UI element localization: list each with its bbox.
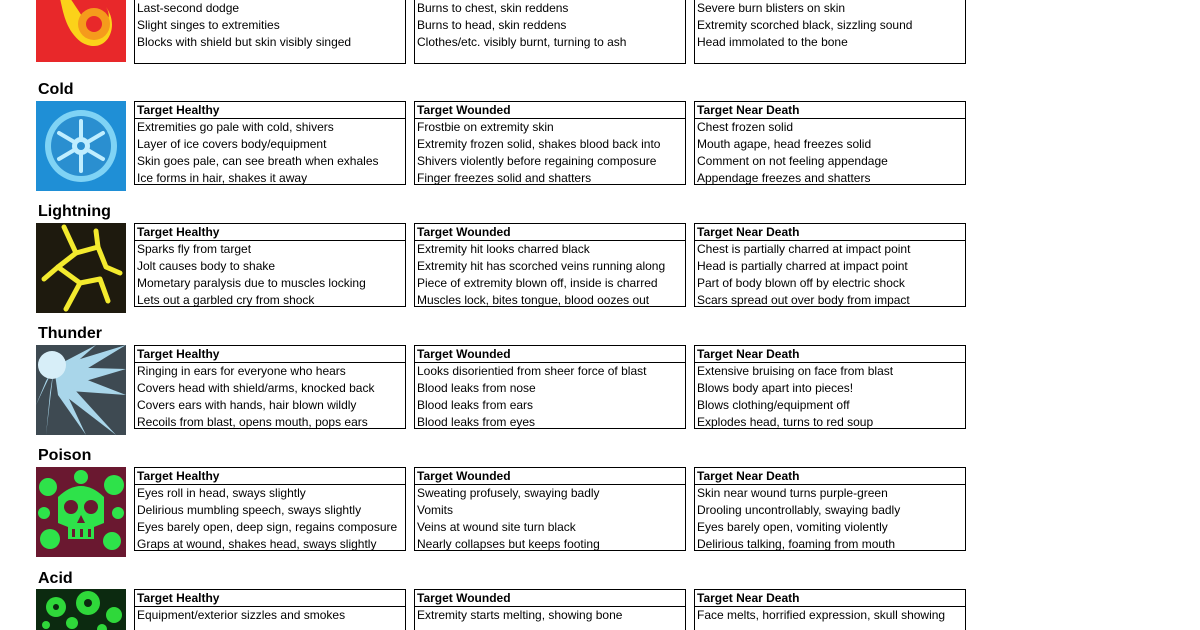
table-row: Slight singes to extremities [137,18,280,32]
column-header: Target Wounded [415,590,685,607]
column-header: Target Healthy [135,224,405,241]
table-row: Skin goes pale, can see breath when exhales [137,154,379,168]
table-row: Delirious talking, foaming from mouth [697,537,896,551]
table-row: Eyes barely open, deep sign, regains composure [137,520,398,534]
table-row: Drooling uncontrollably, swaying badly [697,503,901,517]
table-row: Sweating profusely, swaying badly [417,486,600,500]
column-header: Target Wounded [415,468,685,485]
table-row: Jolt causes body to shake [137,259,276,273]
table-row: Covers ears with hands, hair blown wildly [137,398,357,412]
table-row: Skin near wound turns purple-green [697,486,888,500]
poison-skull-icon [36,467,126,557]
table-row: Extremity hit looks charred black [417,242,590,256]
table-row: Extensive bruising on face from blast [697,364,894,378]
column-header: Target Near Death [695,102,965,119]
table-row: Extremities go pale with cold, shivers [137,120,334,134]
table-row: Head is partially charred at impact point [697,259,908,273]
table-row: Severe burn blisters on skin [697,1,846,15]
table-row: Eyes barely open, vomiting violently [697,520,888,534]
table-row: Blood leaks from nose [417,381,536,395]
lightning-healthy-table [134,223,406,307]
lightning-near-death-table [694,223,966,307]
poison-near-death-table [694,467,966,551]
cold-healthy-table [134,101,406,185]
table-row: Finger freezes solid and shatters [417,171,592,185]
table-row: Eyes roll in head, sways slightly [137,486,306,500]
table-row: Extremity scorched black, sizzling sound [697,18,913,32]
thunder-burst-icon [36,345,126,435]
table-row: Mouth agape, head freezes solid [697,137,872,151]
table-row: Delirious mumbling speech, sways slightly [137,503,362,517]
table-row: Scars spread out over body from impact [697,293,910,307]
table-row: Muscles lock, bites tongue, blood oozes out [417,293,650,307]
thunder-wounded-table [414,345,686,429]
section-title: Lightning [38,203,111,220]
table-row: Burns to chest, skin reddens [417,1,569,15]
column-header: Target Healthy [135,346,405,363]
column-header: Target Wounded [415,102,685,119]
table-row: Last-second dodge [137,1,240,15]
poison-wounded-table [414,467,686,551]
acid-splash-icon [36,589,126,630]
table-row: Part of body blown off by electric shock [697,276,905,290]
poison-healthy-table [134,467,406,551]
column-header: Target Wounded [415,224,685,241]
table-row: Burns to head, skin reddens [417,18,567,32]
thunder-near-death-table [694,345,966,429]
lightning-section [0,203,1200,339]
section-title: Acid [38,570,73,587]
table-row: Nearly collapses but keeps footing [417,537,600,551]
table-row: Frostbie on extremity skin [417,120,554,134]
cold-wounded-table [414,101,686,185]
table-row: Comment on not feeling appendage [697,154,888,168]
column-header: Target Near Death [695,224,965,241]
table-row: Appendage freezes and shatters [697,171,871,185]
fire-healthy-table [134,0,406,64]
cold-section [0,81,1200,217]
thunder-healthy-table [134,345,406,429]
column-header: Target Near Death [695,590,965,607]
thunder-section [0,325,1200,461]
table-row: Ringing in ears for everyone who hears [137,364,346,378]
acid-section [0,583,1200,630]
table-row: Piece of extremity blown off, inside is charred [417,276,658,290]
cold-near-death-table [694,101,966,185]
column-header: Target Healthy [135,590,405,607]
table-row: Chest is partially charred at impact point [697,242,911,256]
lightning-icon [36,223,126,313]
table-row: Blows clothing/equipment off [697,398,850,412]
table-row: Shivers violently before regaining composure [417,154,657,168]
table-row: Sparks fly from target [137,242,252,256]
column-header: Target Near Death [695,346,965,363]
table-row: Covers head with shield/arms, knocked back [137,381,375,395]
table-row: Mometary paralysis due to muscles locking [137,276,366,290]
table-row: Ice forms in hair, shakes it away [137,171,308,185]
table-row: Extremity frozen solid, shakes blood back into [417,137,661,151]
fire-wounded-table [414,0,686,64]
table-row: Veins at wound site turn black [417,520,576,534]
fire-near-death-table [694,0,966,64]
column-header: Target Near Death [695,468,965,485]
table-row: Blocks with shield but skin visibly singed [137,35,352,49]
table-row: Blood leaks from eyes [417,415,536,429]
table-row: Blood leaks from ears [417,398,534,412]
table-row: Extremity starts melting, showing bone [417,608,623,622]
table-row: Equipment/exterior sizzles and smokes [137,608,346,622]
table-row: Chest frozen solid [697,120,794,134]
column-header: Target Healthy [135,102,405,119]
table-row: Recoils from blast, opens mouth, pops ears [137,415,368,429]
table-row: Vomits [417,503,454,517]
table-row: Lets out a garbled cry from shock [137,293,315,307]
table-row: Layer of ice covers body/equipment [137,137,327,151]
column-header: Target Wounded [415,346,685,363]
acid-healthy-table [134,589,406,630]
table-row: Clothes/etc. visibly burnt, turning to ash [417,35,627,49]
poison-section [0,447,1200,583]
acid-near-death-table [694,589,966,630]
table-row: Extremity hit has scorched veins running along [417,259,666,273]
table-row: Looks disorientied from sheer force of blast [417,364,647,378]
acid-wounded-table [414,589,686,630]
table-row: Blows body apart into pieces! [697,381,854,395]
table-row: Explodes head, turns to red soup [697,415,874,429]
table-row: Head immolated to the bone [697,35,848,49]
lightning-wounded-table [414,223,686,307]
section-title: Thunder [38,325,102,342]
section-title: Poison [38,447,92,464]
table-row: Graps at wound, shakes head, sways slightly [137,537,377,551]
section-title: Cold [38,81,74,98]
table-row: Face melts, horrified expression, skull showing [697,608,946,622]
column-header: Target Healthy [135,468,405,485]
snowflake-icon [36,101,126,191]
fire-icon [36,0,126,62]
